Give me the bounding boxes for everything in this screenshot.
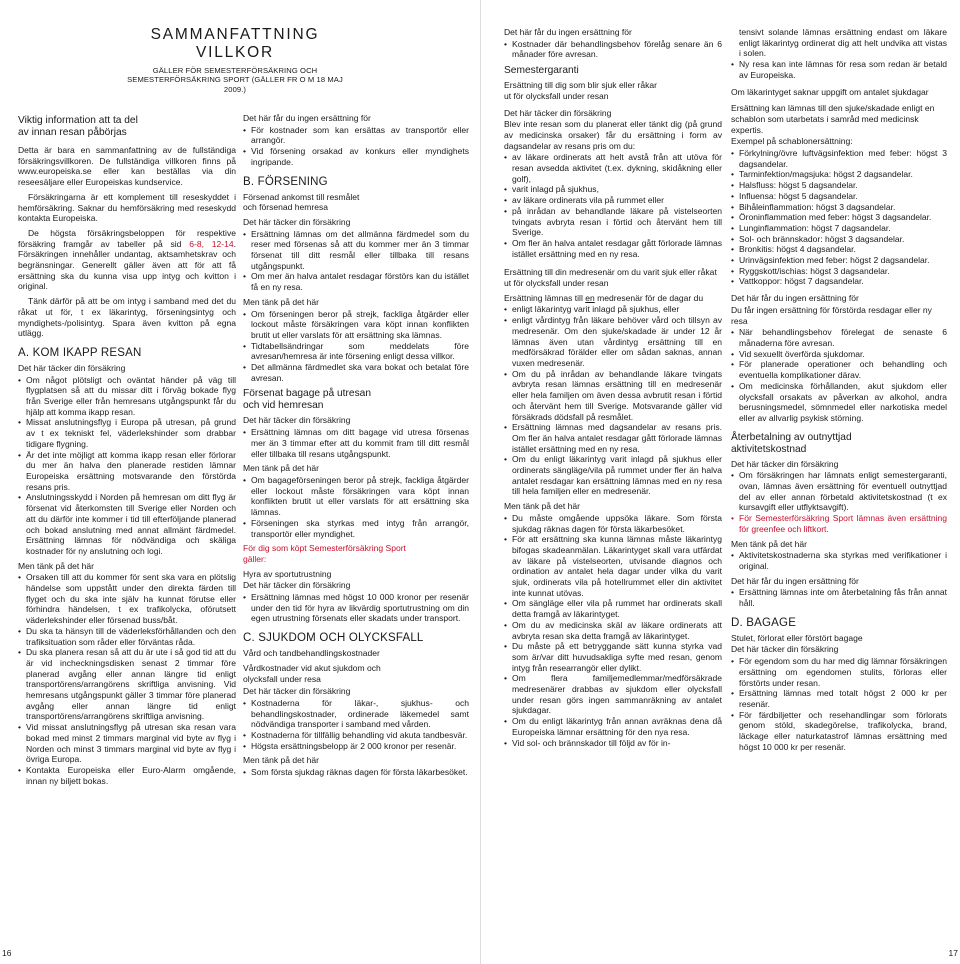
list-item: • Vattkoppor: högst 7 dagsandelar. [731, 276, 947, 287]
list-item: • Om något plötsligt och oväntat händer på väg till flygplatsen så att du missar ditt i förväg bokade flyg från Sverige eller från hemresans utgångspunkt får du hjälp att komma ikapp resan. [18, 375, 236, 418]
list-item: • Du ska ta hänsyn till de väderleksförhållanden och den trafiksituation som råder eller förväntas råda. [18, 626, 236, 647]
document-subtitle-2: SEMESTERFÖRSÄKRING SPORT (GÄLLER FR O M 18 MAJ 2009.) [127, 75, 343, 94]
list-item: • Ersättning lämnas med totalt högst 2 000 kr per resenär. [731, 688, 947, 709]
list-item: • Halsfluss: högst 5 dagsandelar. [731, 180, 947, 191]
no-compensation-label: Det här får du ingen ersättning för [243, 113, 371, 123]
list-item: • Kostnaderna för tillfällig behandling vid akuta tandbesvär. [243, 730, 469, 741]
list-item: • Om försäkringen har lämnats enligt semestergaranti, ovan, lämnas även ersättning för eventuell outnyttjad del av eller annan förbetald aktivitetskostnad (t ex kursavgift eller utflyktsavgift). [731, 470, 947, 513]
refund-remember-label: Men tänk på det här [731, 538, 808, 549]
refund-covers-label: Det här täcker din försäkring [731, 458, 839, 469]
list-item: • Är det inte möjligt att komma ikapp resan eller förlorar du mer än halva den planerade restiden lämnar Europeiska ersättning motsvarande den förstörda resans pris. [18, 450, 236, 493]
list-item: • Missat anslutningsflyg i Europa på utresan, på grund av t ex tekniskt fel, väderlekshinder som drabbar tidigare flygning. [18, 417, 236, 449]
section-b-title: B. FÖRSENING [243, 175, 328, 188]
intro-text-post: eller kan beställas via din reseesäljare eller Europeiskas kundservice. [18, 166, 236, 188]
list-item: • Kontakta Europeiska eller Euro-Alarm omgående, innan ny biljett bokas. [18, 765, 236, 786]
section-c-intro-2: olycksfall under resa [243, 673, 321, 684]
section-a-title: A. KOM IKAPP RESAN [18, 346, 142, 359]
list-item: • Influensa: högst 5 dagsandelar. [731, 191, 947, 202]
no-compensation-paragraph: Du får ingen ersättning för förstörda resdagar eller ny resa [731, 304, 932, 326]
list-item: • Öroninflammation med feber: högst 3 dagsandelar. [731, 212, 947, 223]
list-item: • Vid sexuellt överförda sjukdomar. [731, 349, 947, 360]
list-item: • Ryggskott/ischias: högst 3 dagsandelar. [731, 266, 947, 277]
medresenar-text-pre: Ersättning lämnas till [504, 292, 586, 303]
sport-notice-1: För dig som köpt Semesterförsäkring Sport [243, 543, 406, 554]
section-b-covers-list [243, 229, 469, 293]
intro-text-pre: Detta är bara en sammanfattning av de fullständiga försäkringsvillkoren. De fullständiga villkoren finns på [18, 145, 236, 166]
semestergaranti-intro-1: Ersättning till dig som blir sjuk eller råkar [504, 80, 657, 91]
list-item: • För färdbiljetter och resehandlingar som förlorats genom stöld, skadegörelse, trafikolycka, brand, läckage eller naturkatastrof lämnas ersättning med högst 10 000 kr per resenär. [731, 710, 947, 753]
list-item: • När behandlingsbehov förelegat de senaste 6 månaderna före avresan. [731, 327, 947, 348]
list-item: • För kostnader som kan ersättas av transportör eller arrangör. [243, 125, 469, 146]
list-item: • Om du enligt läkarintyg från annan avräknas dena då Europeiska lämnar ersättning för den nya resa. [504, 716, 722, 737]
semestergaranti-intro-2: ut för olycksfall under resan [504, 90, 609, 101]
info-heading [18, 115, 236, 139]
list-item: • Om du på inrådan av behandlande läkare tvingats avbryta resan lämnas ersättning till en medresenär eller hela familjen om även dessa avbrutit resan i förtid och återvänt hem till Sverige. Motsvarande gäller vid försäkrads dödsfall på resmålet. [504, 369, 722, 423]
section-b-remember-list [243, 309, 469, 384]
schablon-paragraph: Ersättning kan lämnas till den sjuke/skadade enligt en schablon som utarbetats i samråd med medicinsk expertis. [731, 103, 935, 135]
no-compensation-list [243, 125, 469, 168]
section-a-covers-label: Det här täcker din försäkring [18, 362, 126, 373]
column-4 [731, 0, 947, 964]
no-compensation-list [504, 39, 722, 60]
column-1 [18, 0, 236, 964]
list-item: • Sol- och brännskador: högst 3 dagsandelar. [731, 234, 947, 245]
sport-notice-2: gäller: [243, 553, 267, 564]
list-item: • av läkare ordinerats vila på rummet eller [504, 195, 722, 206]
list-item: • Du måste omgående uppsöka läkare. Som första sjukdag räknas dagen för första läkarbesöket. [504, 513, 722, 534]
europeiska-link[interactable]: www.europeiska.se [18, 166, 92, 177]
semestergaranti-remember-list [504, 513, 722, 748]
schablon-example-label: Exempel på schablonersättning: [731, 136, 853, 147]
list-item: • Aktivitetskostnaderna ska styrkas med verifikationer i original. [731, 550, 947, 571]
section-a-remember-list [18, 572, 236, 786]
medresenar-underlined: en [585, 292, 595, 303]
baggage-remember-list [243, 475, 469, 539]
list-item: • Bihåleinflammation: högst 3 dagsandelar. [731, 202, 947, 213]
page-divider [480, 0, 481, 964]
sport-covers-list [243, 592, 469, 624]
refund-covers-list [731, 470, 947, 534]
sunburn-continuation: tensivt solande lämnas ersättning endast om läkare enligt läkarintyg ordinerat dig att helt undvika att vistas i solen. [739, 27, 947, 59]
list-item: • Som första sjukdag räknas dagen för första läkarbesöket. [243, 767, 469, 778]
section-b-intro-1: Försenad ankomst till resmålet [243, 191, 360, 202]
semestergaranti-paragraph: Blev inte resan som du planerat eller tänkt dig (på grund av medicinska orsaker) får du ersättning i form av dagsandelar av resans pris om du: [504, 119, 722, 151]
list-item: • Om fler än halva antalet resdagar gått förlorade lämnas istället ersättning med en ny resa. [504, 238, 722, 259]
sport-covers-label: Det här täcker din försäkring [243, 580, 351, 591]
list-item: • Förseningen ska styrkas med intyg från arrangör, transportör eller myndighet. [243, 518, 469, 539]
list-item: • Om förseningen beror på strejk, fackliga åtgärder eller lockout måste försäkringen vara köpt innan konflikten brutit ut eller varslats för att ersättning ska lämnas. [243, 309, 469, 341]
list-item: • För planerade operationer och behandling och eventuella komplikationer därav. [731, 359, 947, 380]
list-item: • Om sängläge eller vila på rummet har ordinerats skall detta framgå av läkarintyget. [504, 598, 722, 619]
list-item: • Om du av medicinska skäl av läkare ordinerats att avbryta resan ska detta framgå av läkarintyget. [504, 620, 722, 641]
list-item: • av läkare ordinerats att helt avstå från att utöva för resan avsedda aktivitet (t.ex. dykning, skidåkning eller golf), [504, 152, 722, 184]
baggage-delay-title-2: och vid hemresan [243, 400, 324, 412]
list-item: • Orsaken till att du kommer för sent ska vara en plötslig händelse som uppstått under den direkta färden till flyget och du ska inte själv ha kunnat förutse eller förhindra händelsen, t ex trafikolycka, oförutsett väderlekshinder eller försenad buss/båt. [18, 572, 236, 626]
page-number-left: 16 [2, 948, 12, 958]
semestergaranti-title: Semestergaranti [504, 65, 579, 77]
section-c-remember-list [243, 767, 469, 778]
list-item: • Anslutningsskydd i Norden på hemresan om ditt flyg är försenat vid återkomsten till Sverige eller Norden och att du därför inte kommer i tid till efterföljande planerad och bokad anslutning med annat allmänt färdmedel. Ersättning lämnas för nödvändiga och skäliga kostnader för ny anslutning och logi. [18, 492, 236, 556]
amounts-text-pre: De högsta försäkringsbeloppen för respektive försäkring framgår av tabeller på sid [18, 227, 236, 249]
refund-remember-list [731, 550, 947, 571]
no-compensation-list [731, 327, 947, 423]
section-d-intro: Stulet, förlorat eller förstört bagage [731, 632, 863, 643]
list-item: • Lunginflammation: högst 7 dagsandelar. [731, 223, 947, 234]
section-d-covers-label: Det här täcker din försäkring [731, 644, 839, 655]
list-item: • Bronkitis: högst 4 dagsandelar. [731, 244, 947, 255]
refund-no-compensation-list [731, 587, 947, 608]
page-number-right: 17 [948, 948, 958, 958]
section-b-intro-2: och försenad hemresa [243, 202, 329, 213]
medresenar-list [504, 304, 722, 497]
new-trip-list [731, 59, 947, 80]
semestergaranti-covers-label: Det här täcker din försäkring [504, 107, 612, 118]
list-item: • Förkylning/övre luftvägsinfektion med feber: högst 3 dagsandelar. [731, 148, 947, 169]
refund-no-compensation-label: Det här får du ingen ersättning för [731, 575, 859, 586]
table-page-reference[interactable]: 6-8, 12-14 [189, 238, 234, 249]
info-heading-line-2: av innan resan påbörjas [18, 127, 127, 138]
list-item: • på inrådan av behandlande läkare på vistelseorten tvingats avbryta resan i förtid och återvänt hem till Sverige. [504, 206, 722, 238]
section-c-covers-list [243, 698, 469, 752]
list-item: • Ersättning lämnas om ditt bagage vid utresa försenas mer än 3 timmar efter att du kommit fram till ditt resmål eller tillbaka till resans utgångspunkt. [243, 427, 469, 459]
sport-equipment-label: Hyra av sportutrustning [243, 568, 332, 579]
list-item: • Vid försening orsakad av konkurs eller myndighets ingripande. [243, 146, 469, 167]
list-item: • Ny resa kan inte lämnas för resa som redan är betald av Europeiska. [731, 59, 947, 80]
list-item: • Ersättning lämnas inte om återbetalning fås från annat håll. [731, 587, 947, 608]
column-3 [504, 0, 722, 964]
sport-list-item: • För Semesterförsäkring Sport lämnas även ersättning för greenfee och liftkort. [731, 513, 947, 534]
list-item: • Tidtabellsändringar som meddelats före avresan/hemresa är inte försening enligt dessa villkor. [243, 341, 469, 362]
section-c-subtitle: Vård och tandbehandlingskostnader [243, 648, 380, 659]
no-compensation-label: Det här får du ingen ersättning för [504, 27, 632, 37]
intro-paragraph [18, 145, 236, 188]
section-d-title: D. BAGAGE [731, 616, 797, 629]
complement-paragraph: Försäkringarna är ett komplement till reseskyddet i hemförsäkring. Saknar du hemförsäkring med reseskydd kontakta Europeiska. [18, 191, 236, 224]
semestergaranti-list [504, 152, 722, 259]
medresenar-text-post: medresenär för de dagar du [594, 292, 704, 303]
list-item: • enligt vårdintyg från läkare behöver vård och tillsyn av medresenär. Om den sjuke/skadade är under 12 år lämnas även utan vårdintyg ersättning till en medförsäkrad förälder eller om sådan saknas, annan vuxen medresenär. [504, 315, 722, 369]
list-item: • Ersättning lämnas med dagsandelar av resans pris. Om fler än halva antalet resdagar gått förlorade lämnas istället ersättning med en ny resa. [504, 422, 722, 454]
section-b-covers-label: Det här täcker din försäkring [243, 216, 351, 227]
no-compensation-label: Det här får du ingen ersättning för [731, 293, 859, 304]
list-item: • Kostnader där behandlingsbehov förelåg senare än 6 månader före avresan. [504, 39, 722, 60]
document-title: SAMMANFATTNING VILLKOR [150, 26, 320, 61]
section-a-remember-label: Men tänk på det här [18, 560, 95, 571]
list-item: • Om mer än halva antalet resdagar förstörs kan du istället få en ny resa. [243, 271, 469, 292]
list-item: • Vid missat anslutningsflyg på utresan ska resan vara bokad med minst 2 timmars marginal vid byte av flyg i Norden och minst 3 timmars marginal vid byte av flyg i övriga Europa. [18, 722, 236, 765]
document-subtitle-1: GÄLLER FÖR SEMESTERFÖRSÄKRING OCH [152, 66, 318, 75]
list-item: • Ersättning lämnas med högst 10 000 kronor per resenär under den tid för hyra av likvärdig sportutrustning om din egen utrustning försenats eller skadats under transport. [243, 592, 469, 624]
list-item: • Vid sol- och brännskador till följd av för in- [504, 738, 722, 749]
medresenar-paragraph [504, 293, 722, 304]
list-item: • Tarminfektion/magsjuka: högst 2 dagsandelar. [731, 169, 947, 180]
column-2 [243, 0, 469, 964]
schablon-intro: Om läkarintyget saknar uppgift om antalet sjukdagar [731, 86, 929, 97]
refund-title-2: aktivitetskostnad [731, 443, 807, 455]
section-a-covers-list [18, 375, 236, 557]
baggage-covers-list [243, 427, 469, 459]
list-item: • Urinvägsinfektion med feber: högst 2 dagsandelar. [731, 255, 947, 266]
list-item: • Om medicinska förhållanden, akut sjukdom eller olycksfall orsakats av påverkan av alkohol, andra berusningsmedel, sömnmedel eller narkotiska medel eller av allvarlig psykisk störning. [731, 381, 947, 424]
list-item: • För egendom som du har med dig lämnar försäkringen ersättning om egendomen stulits, förloras eller förstörts under resan. [731, 656, 947, 688]
info-heading-line-1: Viktig information att ta del [18, 115, 138, 126]
baggage-remember-label: Men tänk på det här [243, 463, 320, 474]
section-b-remember-label: Men tänk på det här [243, 296, 320, 307]
list-item: • Högsta ersättningsbelopp är 2 000 kronor per resenär. [243, 741, 469, 752]
medresenar-intro: Ersättning till din medresenär om du varit sjuk eller råkat ut för olycksfall under resan [504, 267, 717, 289]
certificate-paragraph: Tänk därför på att be om intyg i samband med det du råkat ut för, t ex läkarintyg, förseningsintyg och myndighets-/polisintyg. Spara även kvitton på egna utlägg. [18, 296, 236, 339]
list-item: • Om du enligt läkarintyg varit inlagd på sjukhus eller ordinerats sängläge/vila på rummet under fler än halva antalet resdagar kan ersättning lämnas med en ny resa till hela familjen eller en medresenär. [504, 454, 722, 497]
section-c-title: C. SJUKDOM OCH OLYCKSFALL [243, 632, 424, 645]
refund-title-1: Återbetalning av outnyttjad [731, 431, 852, 443]
list-item: • Ersättning lämnas om det allmänna färdmedel som du reser med försenas så att du kommer mer än 3 timmar försenat till ditt resmål eller tillbaka till resans utgångspunkt. [243, 229, 469, 272]
list-item: • Du ska planera resan så att du är ute i så god tid att du är vid incheckningsdisken senast 2 timmar före planerad avgång eller annan längre tid enligt transportörens/arrangörens skriftliga anvisning. Vid hemresans utgångspunkt gäller 3 timmar före planerad avgång eller annan längre tid enligt transportörens/arrangörens skriftliga anvisning. [18, 647, 236, 722]
list-item: • För att ersättning ska kunna lämnas måste läkarintyg bifogas skadeanmälan. Läkarintyget skall vara utfärdat av läkare på vistelseorten, utvisande diagnos och ordination av antalet hela dagar under vilka du varit sjuk, ordinerats vila på hotellrummet eller din aktivitet inte kunnat utövas. [504, 534, 722, 598]
list-item: • Om bagageförseningen beror på strejk, fackliga åtgärder eller lockout måste försäkringen vara köpt innan konflikten brutit ut eller varslats för att ersättning ska lämnas. [243, 475, 469, 518]
amounts-text-post: . Försäkringen innehåller undantag, aktsamhetskrav och begränsningar. Generellt gäller även att för att få ersättning ska du kunna visa upp intyg och kvitton i original. [18, 238, 236, 292]
list-item: • Det allmänna färdmedlet ska vara bokat och betalat före avresan. [243, 362, 469, 383]
baggage-covers-label: Det här täcker din försäkring [243, 415, 351, 426]
amounts-paragraph [18, 228, 236, 292]
list-item: • Du måste på ett betryggande sätt kunna styrka vad som är/var ditt huvudsakliga syfte med resan, genom intyg från researrangör eller dylikt. [504, 641, 722, 673]
list-item: • enligt läkarintyg varit inlagd på sjukhus, eller [504, 304, 722, 315]
list-item: • Kostnaderna för läkar-, sjukhus- och behandlingskostnader, ordinerade läkemedel samt nödvändiga transporter i samband med vården. [243, 698, 469, 730]
section-c-intro-1: Vårdkostnader vid akut sjukdom och [243, 662, 381, 673]
semestergaranti-remember-label: Men tänk på det här [504, 501, 581, 512]
schablon-list [731, 148, 947, 287]
section-c-covers-label: Det här täcker din försäkring [243, 686, 351, 697]
section-d-covers-list [731, 656, 947, 752]
list-item: • Om flera familjemedlemmar/medförsäkrade medresenärer drabbas av sjukdom eller olycksfall under resan görs ingen sammanräkning av antalet sjukdagar. [504, 673, 722, 716]
list-item: • varit inlagd på sjukhus, [504, 184, 722, 195]
baggage-delay-title-1: Försenat bagage på utresan [243, 388, 372, 400]
section-c-remember-label: Men tänk på det här [243, 755, 320, 766]
